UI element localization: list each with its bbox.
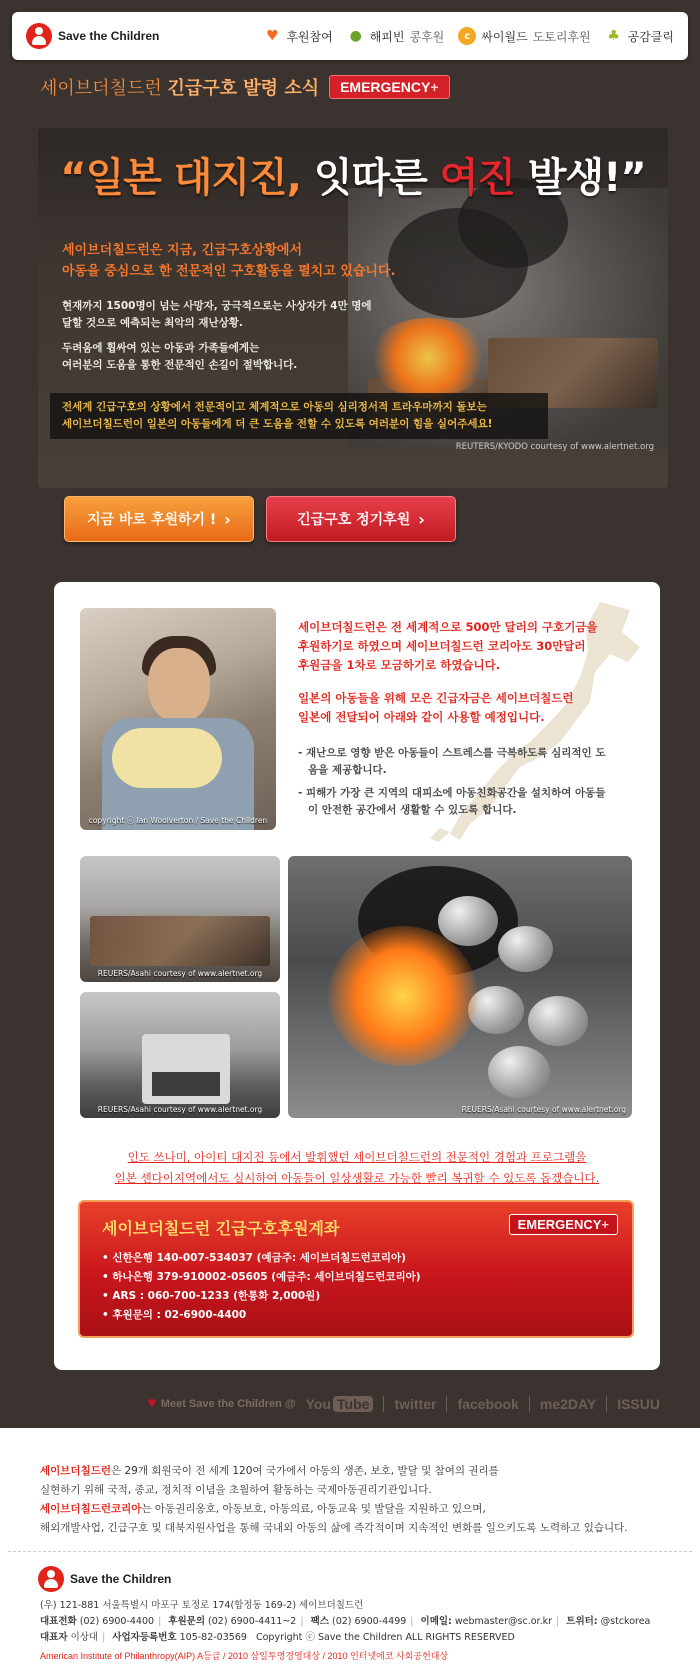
donation-account-box — [78, 1200, 634, 1338]
photo-credit: REUTERS/KYODO courtesy of www.alertnet.org — [455, 442, 654, 452]
sendai-plan-text: 인도 쓰나미, 아이티 대지진 등에서 발휘했던 세이브더칠드런의 전문적인 경험과 프로그램을 일본 센다이지역에서도 실시하여 아동들이 일상생활로 가능한 빨리 복귀할 수 있도록 돕겠습니다. — [114, 1150, 600, 1185]
nav-sublabel: 콩후원 — [409, 29, 445, 44]
footer-logo[interactable] — [38, 1566, 171, 1592]
account-title: 세이브더칠드런 긴급구호후원계좌 — [102, 1219, 340, 1238]
mother-and-baby-photo — [80, 608, 276, 830]
heart-icon: ♥ — [147, 1395, 157, 1412]
organization-intro: 세이브더칠드런은 29개 회원국이 전 세계 120여 국가에서 아동의 생존, 보호, 발달 및 참여의 권리를 실현하기 위해 국적, 종교, 정치적 이념을 초월하여 활동하는 국제아동권리기관입니다. 세이브더칠드런코리아는 아동권리옹호, 아동보호, 아동의료, 아동교육 및 발달을 지원하고 있으며, 해외개발사업, 긴급구호 및 대북지원사업을 통해 국내외 아동의 삶에 즉각적이며 지속적인 변화를 일으키도록 노력하고 있습니다. — [40, 1465, 628, 1534]
emergency-badge: EMERGENCY+ — [509, 1214, 618, 1235]
save-the-children-logo-icon — [26, 23, 52, 49]
social-links — [147, 1395, 660, 1413]
list-item: - 재난으로 영향 받은 아동들이 스트레스를 극복하도록 심리적인 도움을 제공합니다. — [298, 747, 606, 776]
refinery-fire-photo — [288, 856, 632, 1118]
nav-label: 후원참여 — [286, 29, 333, 44]
nav-donate[interactable] — [263, 27, 332, 45]
meet-label: ♥ Meet Save the Children @ — [147, 1395, 296, 1412]
nav-label: 싸이월드 — [481, 29, 528, 44]
nav-click[interactable] — [605, 27, 674, 45]
relief-text — [298, 618, 608, 819]
list-item: • 신한은행 140-007-534037 (예금주: 세이브더칠드런코리아) — [102, 1249, 610, 1268]
cyworld-icon: c — [458, 27, 476, 45]
nav-cyworld[interactable] — [458, 27, 590, 45]
me2day-link[interactable]: me2DAY — [539, 1396, 597, 1412]
footer-divider — [8, 1551, 692, 1552]
top-bar — [12, 12, 688, 60]
photo-credit: REUERS/Asahi courtesy of www.alertnet.org — [461, 1105, 626, 1114]
content-card — [54, 582, 660, 1370]
alert-line — [40, 74, 450, 100]
awards-line: American Institute of Philanthropy(AIP) A등급 / 2010 삼일투명경영대상 / 2010 인터넷에코 사회공헌대상 — [40, 1651, 449, 1661]
photo-credit: REUERS/Asahi courtesy of www.alertnet.org — [97, 969, 263, 978]
chevron-right-icon: › — [224, 509, 231, 529]
logo[interactable] — [26, 23, 159, 49]
divider — [446, 1396, 447, 1412]
logo-text: Save the Children — [70, 1572, 172, 1586]
divider — [606, 1396, 607, 1412]
bean-icon: ● — [349, 28, 362, 44]
photo-credit: REUERS/Asahi courtesy of www.alertnet.org — [97, 1105, 263, 1114]
logo-text: Save the Children — [58, 29, 160, 43]
hero-paragraph-2: 두려움에 휩싸여 있는 아동과 가족들에게는 여러분의 도움을 통한 전문적인 손길이 절박합니다. — [62, 342, 298, 371]
nav-happybean[interactable] — [347, 27, 445, 45]
truck-photo — [80, 992, 280, 1118]
youtube-link[interactable]: You Tube — [306, 1396, 374, 1412]
hero-banner — [38, 128, 668, 488]
relief-plan-list — [298, 745, 608, 819]
list-item: - 피해가 가장 큰 지역의 대피소에 아동친화공간을 설치하여 아동들이 안전한 공간에서 생활할 수 있도록 합니다. — [298, 787, 606, 816]
emergency-badge: EMERGENCY+ — [329, 75, 449, 99]
tsunami-debris-photo — [80, 856, 280, 982]
chevron-right-icon: › — [418, 509, 425, 529]
list-item: • ARS : 060-700-1233 (한통화 2,000원) — [102, 1287, 610, 1306]
divider — [383, 1396, 384, 1412]
regular-donation-button[interactable] — [266, 496, 456, 542]
tree-icon: ♣ — [607, 28, 620, 44]
button-label: 지금 바로 후원하기 ! — [87, 512, 217, 528]
facebook-link[interactable]: facebook — [457, 1396, 519, 1412]
hero-note: 전세계 긴급구호의 상황에서 전문적이고 체계적으로 아동의 심리정서적 트라우마까지 돌보는 세이브더칠드런이 일본의 아동들에게 더 큰 도움을 전할 수 있도록 여러분이 힘을 실어주세요! — [50, 393, 548, 439]
top-nav — [263, 27, 674, 45]
footer-address: (우) 121-881 서울특별시 마포구 토정로 174(합정동 169-2) 세이브더칠드런 대표전화 (02) 6900-4400 | 후원문의 (02) 6900-4411~2 | 팩스 (02) 6900-4499 | 이메일: webmaster@sc.or.kr | 트위터: @stckorea 대표자 이상대 | 사업자등록번호 105-82-03569 Copyright ⓒ Save the Children ALL RIGHTS RESERVED — [40, 1600, 651, 1643]
hero-title: “일본 대지진, 잇따른 여진 발생!” — [60, 155, 646, 201]
twitter-link[interactable]: twitter — [394, 1396, 437, 1412]
nav-label: 해피빈 — [369, 29, 405, 44]
email-link[interactable]: webmaster@sc.or.kr — [454, 1616, 553, 1627]
divider — [529, 1396, 530, 1412]
list-item: • 하나은행 379-910002-05605 (예금주: 세이브더칠드런코리아) — [102, 1268, 610, 1287]
hero-subtitle: 세이브더칠드런은 지금, 긴급구호상황에서 아동을 중심으로 한 전문적인 구호활동을 펼치고 있습니다. — [62, 243, 396, 279]
heart-icon: ♥ — [266, 28, 279, 44]
issuu-link[interactable]: ISSUU — [617, 1396, 660, 1412]
relief-red-text: 세이브더칠드런은 전 세계적으로 500만 달러의 구호기금을 후원하기로 하였으며 세이브더칠드런 코리아도 30만달러 후원금을 1차로 모금하기로 하였습니다. 일본의 아동들을 위해 모은 긴급자금은 세이브더칠드런 일본에 전달되어 아래와 같이 사용할 예정입니다. — [298, 620, 598, 724]
list-item: • 후원문의 : 02-6900-4400 — [102, 1306, 610, 1325]
photo-credit: copyright ⓒ Ian Woolverton / Save the Children — [88, 816, 268, 825]
alert-text: 세이브더칠드런 긴급구호 발령 소식 — [40, 78, 320, 99]
hero-paragraph-1: 현재까지 1500명이 넘는 사망자, 궁극적으로는 사상자가 4만 명에 달할 것으로 예측되는 최악의 재난상황. — [62, 300, 372, 329]
button-label: 긴급구호 정기후원 — [297, 512, 411, 528]
save-the-children-logo-icon — [38, 1566, 64, 1592]
donate-now-button[interactable] — [64, 496, 254, 542]
account-list — [102, 1249, 610, 1325]
nav-label: 공감클릭 — [627, 29, 674, 44]
nav-sublabel: 도토리후원 — [532, 29, 591, 44]
twitter-handle[interactable]: @stckorea — [600, 1616, 651, 1627]
